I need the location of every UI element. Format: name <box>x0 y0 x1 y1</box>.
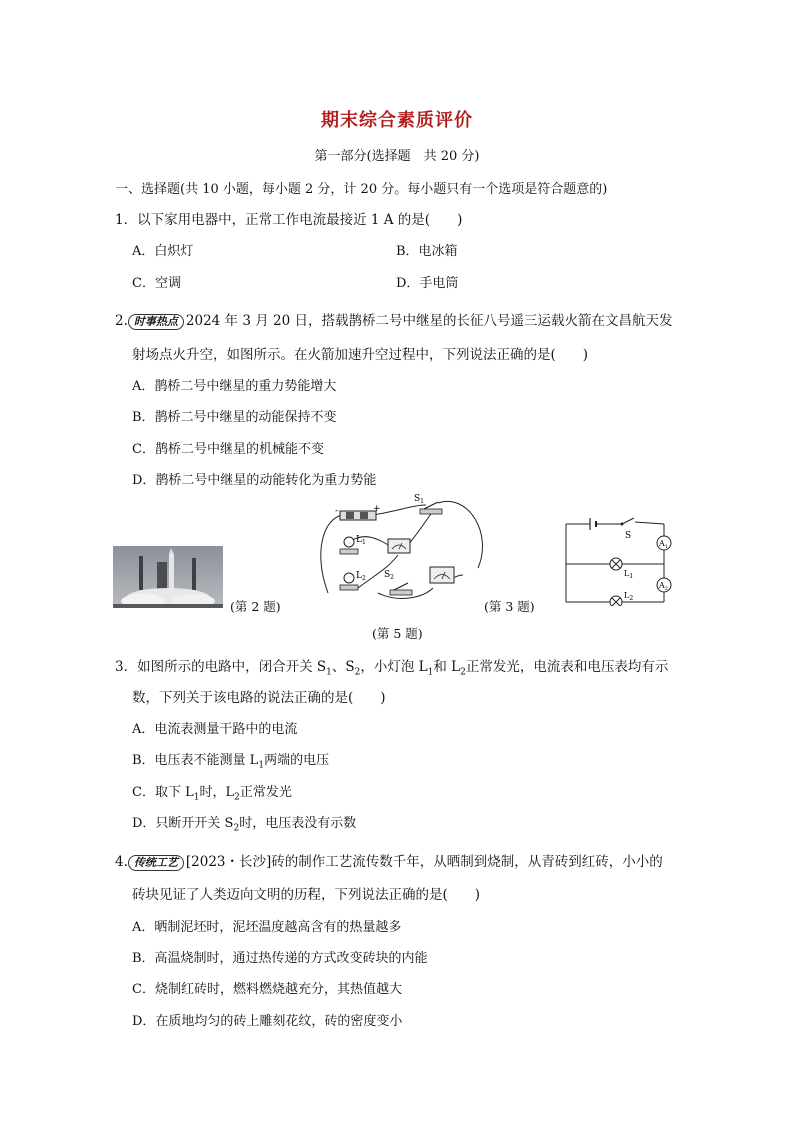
battery-minus-label: - <box>335 506 339 516</box>
figure-5-caption: (第 5 题) <box>372 626 423 641</box>
q2-option-b: B．鹊桥二号中继星的动能保持不变 <box>132 410 337 425</box>
q3-text-e: 正常发光，电流表和电压表均有示 <box>465 659 669 675</box>
q3-option-d <box>132 812 356 834</box>
q2-option-a: A．鹊桥二号中继星的重力势能增大 <box>132 379 337 394</box>
a1-label: $A_1$ <box>659 539 668 550</box>
switch-s2-icon <box>390 583 412 595</box>
q3-option-c-text: 时，L <box>199 785 235 800</box>
question-4-stem-line2: 砖块见证了人类迈向文明的历程，下列说法正确的是( ) <box>132 887 481 903</box>
q3-text-b: 、S <box>331 659 355 675</box>
part-subtitle: 第一部分(选择题 共 20 分) <box>314 149 480 164</box>
a2-label: $A_2$ <box>659 581 668 592</box>
l1-schematic-label: $L_1$ <box>624 569 634 580</box>
ammeter-icon <box>430 567 454 583</box>
rocket-launch-photo <box>113 546 223 608</box>
l2-schematic-label: $L_2$ <box>624 591 634 602</box>
q3-option-c-text: C．取下 L <box>132 785 194 800</box>
q3-text-a: 3．如图所示的电路中，闭合开关 S <box>115 659 327 675</box>
physical-circuit-figure <box>318 493 488 611</box>
question-4-stem-text: [2023・长沙]砖的制作工艺流传数千年，从晒制到烧制，从青砖到红砖，小小的 <box>185 854 663 870</box>
figure-3-caption: (第 3 题) <box>484 599 535 614</box>
lamp-l1-symbol-icon <box>610 558 622 570</box>
battery-symbol-icon <box>590 518 596 530</box>
s-label: S <box>625 531 632 541</box>
voltmeter-icon <box>388 539 410 553</box>
question-3-stem-line2: 数，下列关于该电路的说法正确的是( ) <box>132 690 386 706</box>
s2-label: $S_2$ <box>384 570 394 581</box>
q3-option-b <box>132 749 329 771</box>
q3-text-c: ，小灯泡 L <box>360 659 428 675</box>
question-2-stem-line1 <box>115 309 672 330</box>
q2-option-c: C．鹊桥二号中继星的机械能不变 <box>132 442 324 457</box>
figure-2-caption: (第 2 题) <box>230 599 281 614</box>
q3-text-d: 和 L <box>433 659 461 675</box>
q1-option-c: C．空调 <box>132 276 181 291</box>
q4-option-a: A．晒制泥坯时，泥坯温度越高含有的热量越多 <box>132 920 402 935</box>
q3-sub: 1 <box>326 667 332 678</box>
q4-option-d: D．在质地均匀的砖上雕刻花纹，砖的密度变小 <box>132 1014 403 1029</box>
question-2-stem-text: 2024 年 3 月 20 日，搭载鹊桥二号中继星的长征八号遥三运载火箭在文昌航天发 <box>185 313 673 329</box>
q1-option-b: B．电冰箱 <box>396 244 458 259</box>
q3-option-b-text: B．电压表不能测量 L <box>132 753 259 768</box>
q3-option-c <box>132 781 292 803</box>
traditional-craft-tag: 传统工艺 <box>128 855 184 871</box>
q1-option-a: A．白炽灯 <box>132 244 194 259</box>
s1-label: $S_1$ <box>414 494 424 505</box>
q1-option-d: D．手电筒 <box>396 276 459 291</box>
question-4-number: 4. <box>115 854 128 870</box>
q3-option-d-text: D．只断开开关 S <box>132 816 234 831</box>
switch-symbol-icon <box>621 518 635 526</box>
q3-option-b-text: 两端的电压 <box>264 753 330 768</box>
section-heading: 一、选择题(共 10 小题，每小题 2 分，计 20 分。每小题只有一个选项是符合题意的) <box>115 182 608 197</box>
q3-sub: 2 <box>460 667 466 678</box>
question-2-number: 2. <box>115 313 128 329</box>
q4-option-b: B．高温烧制时，通过热传递的方式改变砖块的内能 <box>132 951 428 966</box>
battery-icon <box>340 511 376 520</box>
question-4-stem-line1 <box>115 850 663 871</box>
l2-label: $L_2$ <box>356 571 366 582</box>
lamp-l2-symbol-icon <box>610 596 622 606</box>
question-2-stem-line2: 射场点火升空，如图所示。在火箭加速升空过程中，下列说法正确的是( ) <box>132 347 589 363</box>
q3-option-c-text: 正常发光 <box>239 785 292 800</box>
current-events-tag: 时事热点 <box>128 314 184 330</box>
q3-sub: 1 <box>427 667 434 678</box>
question-1-stem: 1．以下家用电器中，正常工作电流最接近 1 A 的是( ) <box>115 212 463 228</box>
battery-plus-label: + <box>373 504 381 514</box>
circuit-schematic-figure <box>560 514 680 606</box>
q3-sub: 2 <box>234 792 240 803</box>
q3-sub: 2 <box>233 823 240 834</box>
l1-label: $L_1$ <box>356 535 366 546</box>
q3-sub: 2 <box>354 667 361 678</box>
q3-option-a: A．电流表测量干路中的电流 <box>132 722 298 737</box>
q3-sub: 1 <box>258 760 265 771</box>
question-3-stem-line1 <box>115 655 668 678</box>
q4-option-c: C．烧制红砖时，燃料燃烧越充分，其热值越大 <box>132 982 402 997</box>
q3-sub: 1 <box>193 792 200 803</box>
q3-option-d-text: 时，电压表没有示数 <box>239 816 357 831</box>
q2-option-d: D．鹊桥二号中继星的动能转化为重力势能 <box>132 473 377 488</box>
page-title: 期末综合素质评价 <box>321 110 473 131</box>
